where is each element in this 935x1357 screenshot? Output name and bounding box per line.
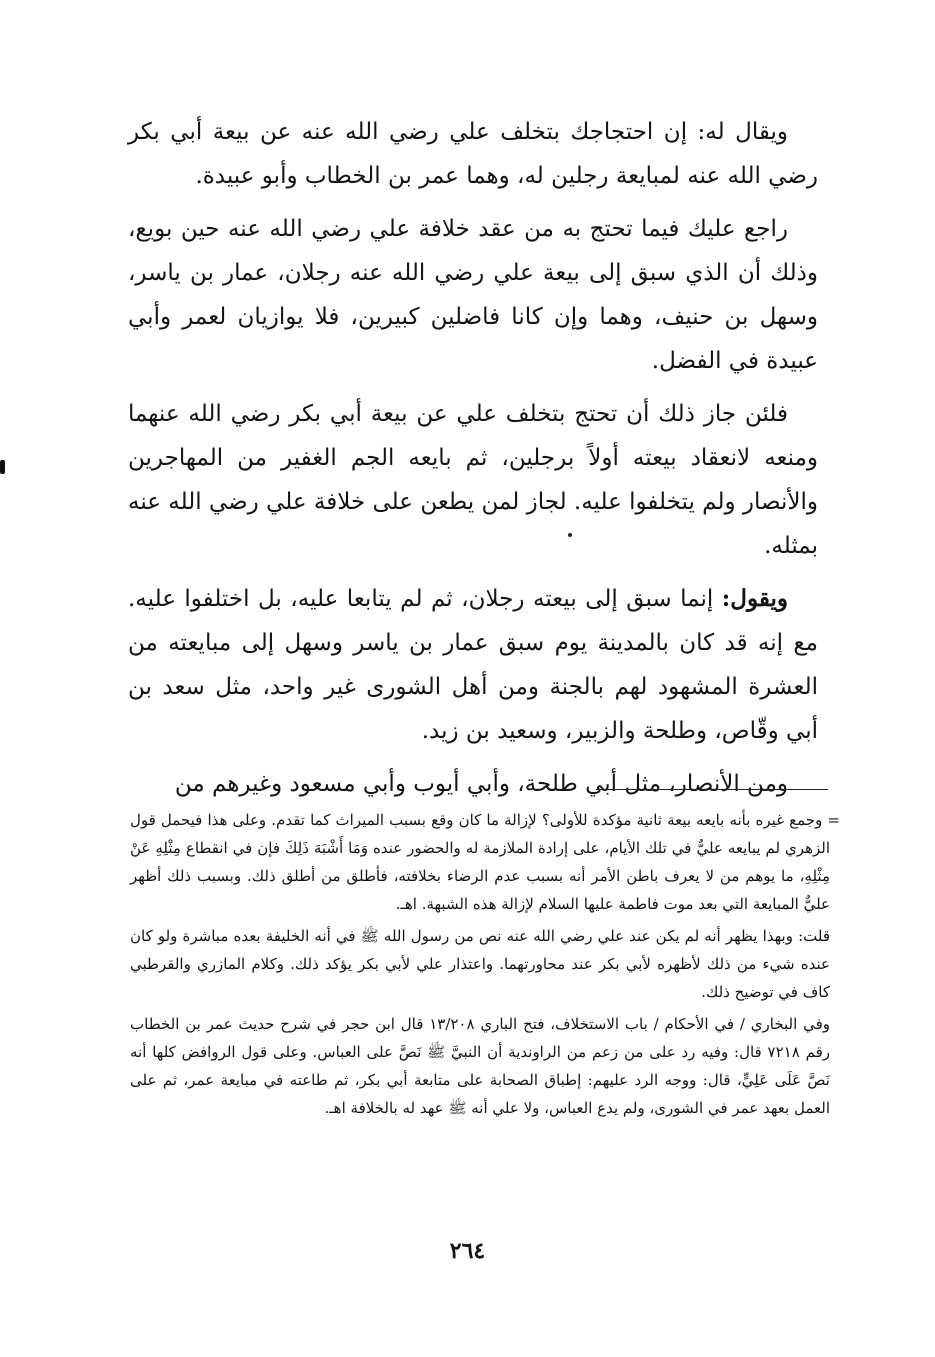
scan-edge-mark xyxy=(0,460,5,474)
footnote: = وجمع غيره بأنه بايعه بيعة ثانية مؤكدة للأولى؟ لإزالة ما كان وقع بسبب الميراث كما تقدم. وعلى هذا فيحمل قول الزهري لم يبايعه عليٌّ في تلك الأيام، على إرادة الملازمة له والحضور عنده وَمَا أَشْبَهَ ذَلِكَ فإن في انقطاع مِثْلِهِ عَنْ مِثْلِهِ، ما يوهم من لا يعرف باطن الأمر أنه بسبب عدم الرضاء بخلافته، فأطلق من أطلق ذلك. وبسبب ذلك أظهر عليٌّ المبايعة التي بعد موت فاطمة عليها السلام لإزالة هذه الشبهة. اهـ. xyxy=(130,811,840,913)
footnote: وفي البخاري / في الأحكام / باب الاستخلاف، فتح الباري ١٣/٢٠٨ قال ابن حجر في شرح حديث عمر بن الخطاب رقم ٧٢١٨ قال: وفيه رد على من زعم من الراوندية أن النبيَّ ﷺ نَصَّ على العباس. وعلى قول الروافض كلها أنه نَصَّ عَلَى عَلِيٍّ، قال: ووجه الرد عليهم: إطباق الصحابة على متابعة أبي بكر، ثم طاعته في مبايعة عمر، ثم على العمل بعهد عمر في الشورى، ولم يدع العباس، ولا علي أنه ﷺ عهد له بالخلافة اهـ. xyxy=(130,1015,831,1117)
paragraph: فلئن جاز ذلك أن تحتج بتخلف علي عن بيعة أبي بكر رضي الله عنهما ومنعه لانعقاد بيعته أولاً برجلين، ثم بايعه الجم الغفير من المهاجرين والأنصار ولم يتخلفوا عليه. لجاز لمن يطعن على خلافة علي رضي الله عنه بمثله. xyxy=(128,401,818,559)
footnotes xyxy=(130,806,840,1126)
paragraph: ويقول: إنما سبق إلى بيعته رجلان، ثم لم يتابعا عليه، بل اختلفوا عليه. مع إنه قد كان بالمدينة يوم سبق عمار بن ياسر وسهل إلى مبايعته من العشرة المشهود لهم بالجنة ومن أهل الشورى غير واحد، مثل سعد بن أبي وقّاص، وطلحة والزبير، وسعيد بن زيد. xyxy=(128,585,818,744)
footnote-separator xyxy=(596,789,828,790)
paragraph: راجع عليك فيما تحتج به من عقد خلافة علي رضي الله عنه حين بويع، وذلك أن الذي سبق إلى بيعة علي رضي الله عنه رجلان، عمار بن ياسر، وسهل بن حنيف، وهما وإن كانا فاضلين كبيرين، فلا يوازيان لعمر وأبي عبيدة في الفضل. xyxy=(128,216,818,374)
paragraph: ومن الأنصار، مثل أبي طلحة، وأبي أيوب وأبي مسعود وغيرهم من xyxy=(174,771,788,797)
footnote: قلت: وبهذا يظهر أنه لم يكن عند علي رضي الله عنه نص من رسول الله ﷺ في أنه الخليفة بعده مباشرة ولو كان عنده شيء من ذلك لأظهره لأبي بكر عند محاورتهما. واعتذار علي لأبي بكر يؤكد ذلك. وكلام المازري والقرطبي كاف في توضيح ذلك. xyxy=(130,927,830,1001)
main-text xyxy=(128,110,818,815)
paragraph: ويقال له: إن احتجاجك بتخلف علي رضي الله عنه عن بيعة أبي بكر رضي الله عنه لمبايعة رجلين له، وهما عمر بن الخطاب وأبو عبيدة. xyxy=(128,119,818,189)
scan-speck xyxy=(568,533,572,537)
page-number: ٢٦٤ xyxy=(449,1238,486,1264)
paragraph-lead-word: ويقول: xyxy=(721,585,788,612)
